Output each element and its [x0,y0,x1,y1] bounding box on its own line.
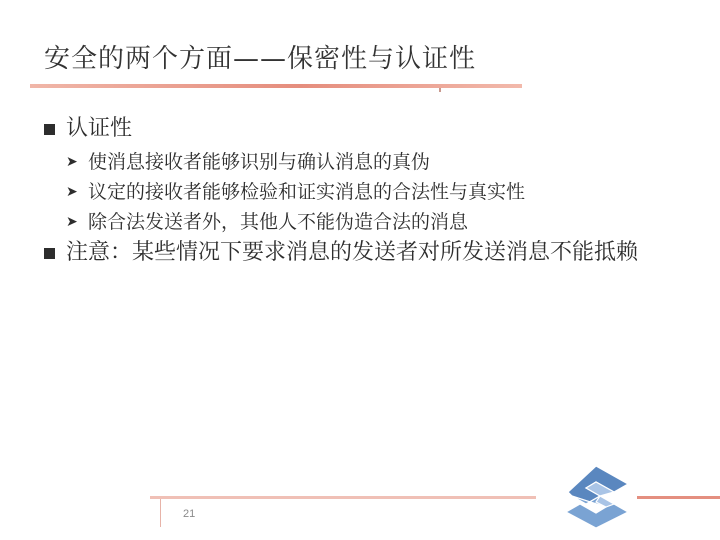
bullet-item [44,114,674,144]
arrowhead-bullet-icon: ➤ [66,214,78,230]
arrowhead-bullet-icon: ➤ [66,184,78,200]
slide-title: 安全的两个方面——保密性与认证性 [44,44,477,74]
page-number: 21 [183,508,196,520]
bullet-text: 注意：某些情况下要求消息的发送者对所发送消息不能抵赖 [66,240,639,265]
square-bullet-icon [44,124,55,135]
sub-bullet-text: 除合法发送者外，其他人不能伪造合法的消息 [88,211,469,233]
bullet-text: 认证性 [66,116,133,141]
bullet-list [44,114,674,272]
bullet-item [44,238,674,268]
square-bullet-icon [44,248,55,259]
footer-divider-right [637,496,720,499]
sub-bullet-item [44,178,674,206]
footer-tick [160,499,161,527]
footer-divider [150,496,536,499]
sub-bullet-text: 使消息接收者能够识别与确认消息的真伪 [88,151,431,173]
arrowhead-bullet-icon: ➤ [66,154,78,170]
sub-bullet-text: 议定的接收者能够检验和证实消息的合法性与真实性 [88,181,526,203]
stylized-s-logo-icon [556,462,636,532]
sub-bullet-item [44,148,674,176]
title-underline [30,84,522,88]
title-underline-tick [439,88,441,92]
sub-bullet-item [44,208,674,236]
